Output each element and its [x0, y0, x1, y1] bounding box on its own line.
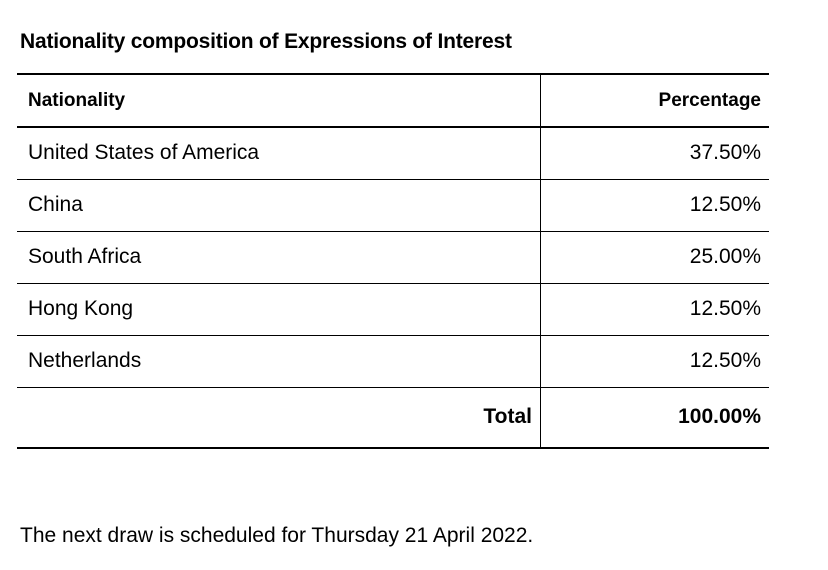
nationality-cell: South Africa	[17, 231, 541, 283]
nationality-cell: China	[17, 179, 541, 231]
nationality-cell: United States of America	[17, 127, 541, 179]
total-row	[17, 387, 769, 448]
percentage-cell: 12.50%	[689, 349, 761, 372]
percentage-column-header: Percentage	[658, 89, 761, 111]
table-title: Nationality composition of Expressions of Interest	[20, 30, 512, 53]
percentage-cell: 25.00%	[689, 245, 761, 268]
nationality-cell: Hong Kong	[17, 283, 541, 335]
table-header-row	[17, 74, 769, 127]
nationality-cell: Netherlands	[17, 335, 541, 387]
table-row	[17, 335, 769, 387]
table-row	[17, 179, 769, 231]
percentage-cell: 12.50%	[689, 297, 761, 320]
nationality-table	[17, 73, 769, 449]
percentage-cell: 12.50%	[689, 193, 761, 216]
table-row	[17, 231, 769, 283]
table-row	[17, 283, 769, 335]
total-label: Total	[17, 387, 541, 448]
table-row	[17, 127, 769, 179]
percentage-cell: 37.50%	[689, 141, 761, 165]
nationality-column-header: Nationality	[17, 74, 541, 127]
total-value: 100.00%	[678, 405, 761, 429]
next-draw-note: The next draw is scheduled for Thursday 21 April 2022.	[20, 524, 534, 547]
